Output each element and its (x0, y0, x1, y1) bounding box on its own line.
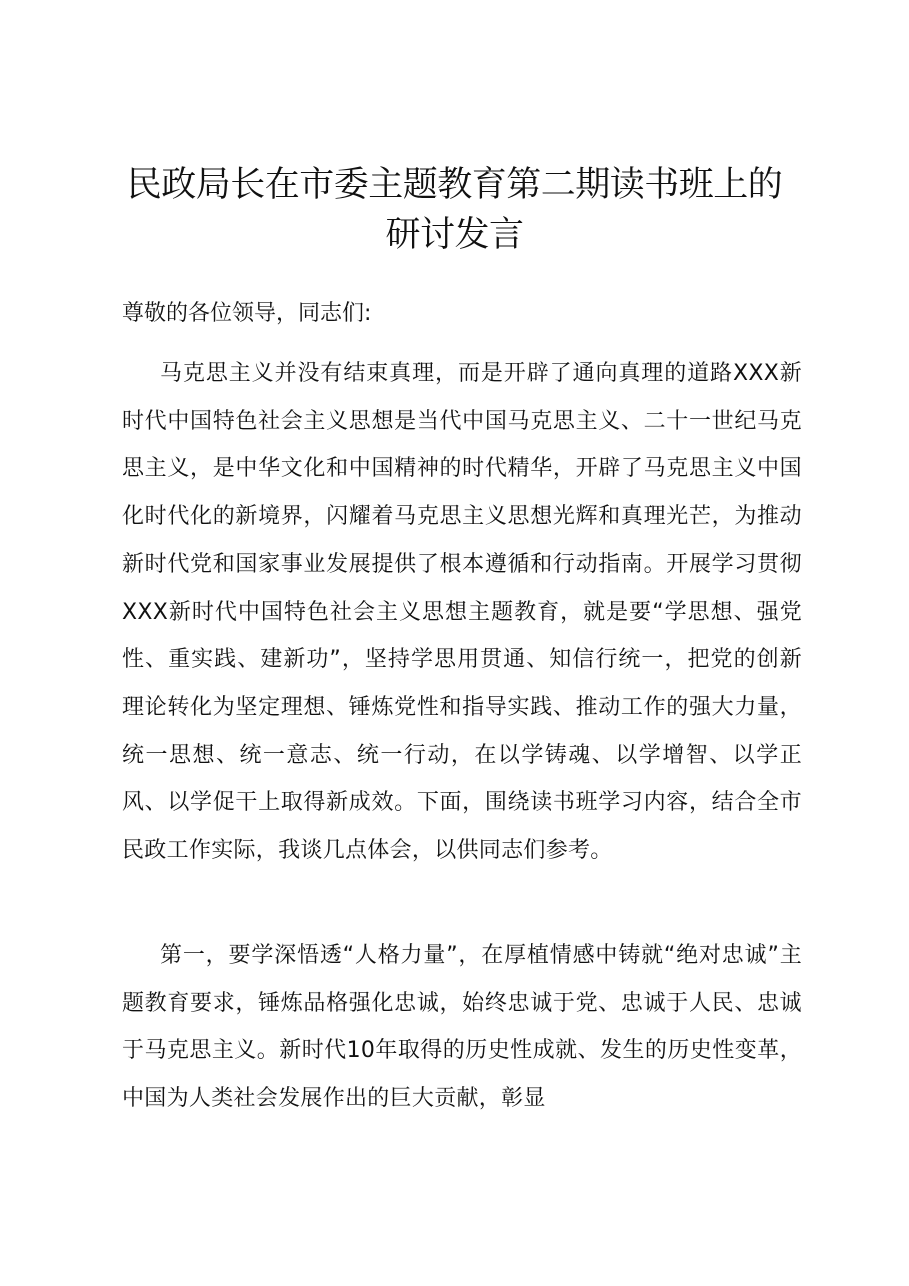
paragraph-2: 第一，要学深悟透“人格力量”，在厚植情感中铸就“绝对忠诚”主题教育要求，锤炼品格强化忠诚，始终忠诚于党、忠诚于人民、忠诚于马克思主义。新时代10年取得的历史性成就、发生的历史性变革，中国为人类社会发展作出的巨大贡献，彰显 (122, 943, 802, 1112)
document-title: 民政局长在市委主题教育第二期读书班上的研讨发言 (126, 165, 783, 255)
salutation: 尊敬的各位领导，同志们: (122, 301, 372, 326)
paragraph-1: 马克思主义并没有结束真理，而是开辟了通向真理的道路XXX新时代中国特色社会主义思想是当代中国马克思主义、二十一世纪马克思主义，是中华文化和中国精神的时代精华，开辟了马克思主义中国化时代化的新境界，闪耀着马克思主义思想光辉和真理光芒，为推动新时代党和国家事业发展提供了根本遵循和行动指南。开展学习贯彻XXX新时代中国特色社会主义思想主题教育，就是要“学思想、强党性、重实践、建新功”，坚持学思用贯通、知信行统一，把党的创新理论转化为坚定理想、锤炼党性和指导实践、推动工作的强大力量，统一思想、统一意志、统一行动，在以学铸魂、以学增智、以学正风、以学促干上取得新成效。下面，围绕读书班学习内容，结合全市民政工作实际，我谈几点体会，以供同志们参考。 (122, 361, 802, 864)
